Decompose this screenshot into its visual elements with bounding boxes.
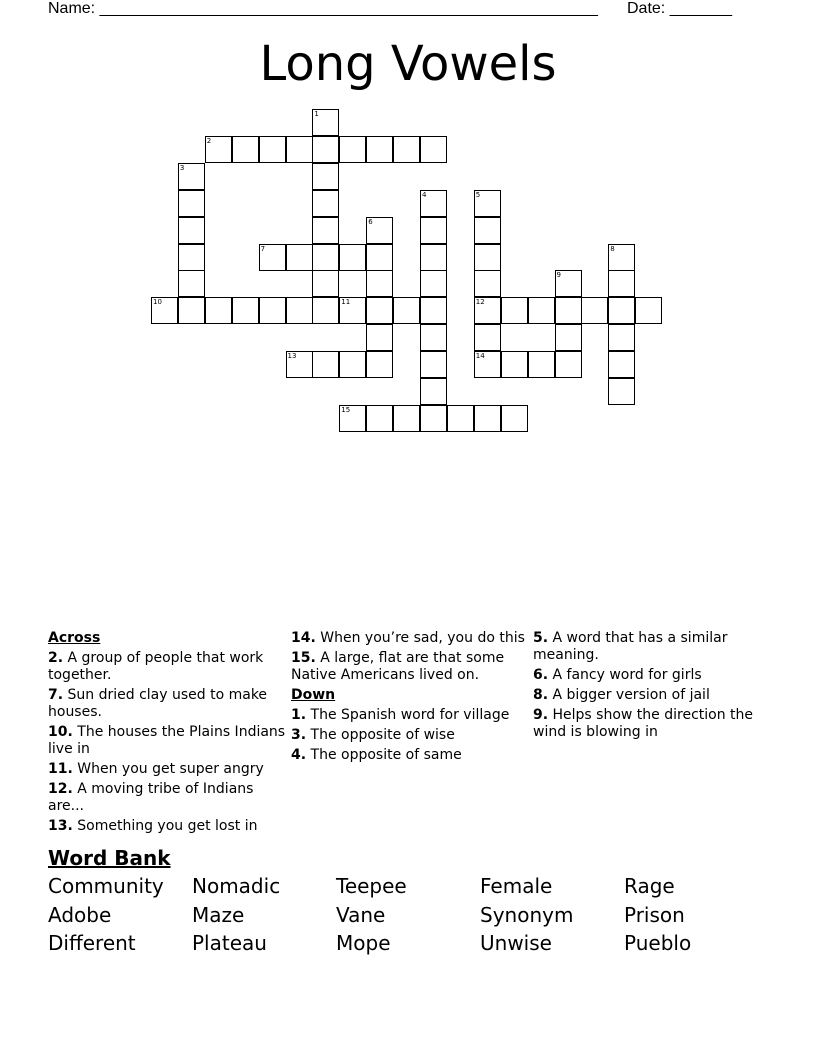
clue-down-9: 9. Helps show the direction the wind is blowing in — [533, 707, 754, 740]
crossword-cell[interactable] — [232, 136, 259, 163]
crossword-cell[interactable] — [501, 297, 528, 324]
word-bank-item: Mope — [336, 931, 391, 955]
clue-down-5: 5. A word that has a similar meaning. — [533, 630, 728, 663]
crossword-cell[interactable] — [420, 324, 447, 351]
word-bank-item: Rage — [624, 874, 675, 898]
word-bank-item: Unwise — [480, 931, 552, 955]
crossword-cell[interactable] — [205, 297, 232, 324]
clue-number: 13 — [287, 352, 297, 361]
clue-number: 8 — [610, 244, 615, 253]
crossword-cell[interactable] — [312, 270, 339, 297]
crossword-cell[interactable] — [420, 244, 447, 271]
clue-across-7: 7. Sun dried clay used to make houses. — [48, 687, 268, 720]
crossword-cell[interactable] — [178, 190, 205, 217]
clue-down-4: 4. The opposite of same — [291, 747, 462, 763]
clue-number: 5 — [475, 190, 481, 199]
clue-number: 15 — [341, 405, 351, 414]
crossword-cell[interactable] — [528, 297, 555, 324]
crossword-grid — [0, 0, 816, 470]
word-bank-item: Different — [48, 931, 136, 955]
crossword-cell[interactable] — [286, 136, 313, 163]
clue-number: 14 — [475, 352, 485, 361]
clue-column-2 — [291, 630, 531, 767]
clue-number: 11 — [341, 298, 351, 307]
crossword-cell[interactable] — [420, 405, 447, 432]
crossword-cell[interactable] — [608, 297, 635, 324]
clue-across-2: 2. A group of people that work together. — [48, 650, 264, 683]
word-bank-item: Prison — [624, 902, 685, 927]
crossword-cell[interactable] — [366, 270, 393, 297]
crossword-cell[interactable] — [286, 297, 313, 324]
crossword-cell[interactable] — [366, 324, 393, 351]
crossword-cell[interactable] — [312, 297, 339, 324]
crossword-cell[interactable] — [501, 405, 528, 432]
crossword-cell[interactable] — [420, 297, 447, 324]
word-bank-item: Plateau — [192, 931, 267, 955]
crossword-cell[interactable] — [420, 136, 447, 163]
crossword-cell[interactable] — [366, 244, 393, 271]
clue-number: 3 — [179, 163, 185, 172]
crossword-cell[interactable] — [420, 378, 447, 405]
word-bank-title: Word Bank — [48, 846, 171, 870]
crossword-cell[interactable] — [393, 297, 420, 324]
crossword-cell[interactable] — [420, 351, 447, 378]
word-bank-item: Vane — [336, 902, 386, 927]
word-bank-item: Pueblo — [624, 931, 692, 955]
word-bank-item: Nomadic — [192, 874, 281, 898]
clue-down-3: 3. The opposite of wise — [291, 727, 455, 743]
word-bank-item: Maze — [192, 902, 245, 927]
crossword-cell[interactable] — [366, 297, 393, 324]
crossword-cell[interactable] — [339, 244, 366, 271]
crossword-cell[interactable] — [581, 297, 608, 324]
clue-down-1: 1. The Spanish word for village — [291, 707, 510, 723]
word-bank-item: Community — [48, 874, 164, 898]
crossword-cell[interactable] — [393, 136, 420, 163]
crossword-cell[interactable] — [178, 244, 205, 271]
clue-number: 12 — [475, 298, 485, 307]
crossword-cell[interactable] — [259, 297, 286, 324]
clue-number: 6 — [368, 217, 373, 226]
crossword-cell[interactable] — [366, 405, 393, 432]
clue-number: 2 — [206, 136, 212, 145]
crossword-cell[interactable] — [474, 217, 501, 244]
word-bank-item: Female — [480, 874, 553, 898]
crossword-cell[interactable] — [339, 351, 366, 378]
name-field-label: Name: ________________________________________________________ — [48, 0, 598, 17]
crossword-cell[interactable] — [312, 217, 339, 244]
word-bank — [48, 874, 768, 960]
clue-column-3 — [533, 630, 773, 744]
crossword-cell[interactable] — [474, 324, 501, 351]
crossword-cell[interactable] — [528, 351, 555, 378]
crossword-cell[interactable] — [420, 217, 447, 244]
crossword-cell[interactable] — [555, 324, 582, 351]
crossword-cell[interactable] — [178, 217, 205, 244]
clue-across-15: 15. A large, flat are that some Native Americans lived on. — [291, 650, 505, 683]
crossword-cell[interactable] — [232, 297, 259, 324]
crossword-cell[interactable] — [286, 244, 313, 271]
crossword-cell[interactable] — [555, 297, 582, 324]
clue-column-1 — [48, 630, 288, 838]
clue-across-14: 14. When you’re sad, you do this — [291, 630, 525, 646]
clue-across-10: 10. The houses the Plains Indians live in — [48, 724, 286, 757]
crossword-cell[interactable] — [420, 270, 447, 297]
down-heading: Down — [291, 687, 336, 703]
across-heading: Across — [48, 630, 101, 646]
crossword-cell[interactable] — [178, 270, 205, 297]
word-bank-item: Teepee — [336, 874, 407, 898]
crossword-cell[interactable] — [312, 244, 339, 271]
clue-number: 7 — [260, 244, 266, 253]
crossword-cell[interactable] — [447, 405, 474, 432]
clue-number: 9 — [556, 271, 561, 280]
clue-across-11: 11. When you get super angry — [48, 761, 264, 777]
crossword-cell[interactable] — [608, 378, 635, 405]
clue-number: 10 — [153, 298, 162, 307]
word-bank-item: Synonym — [480, 902, 574, 927]
clue-down-8: 8. A bigger version of jail — [533, 687, 710, 703]
page-title: Long Vowels — [259, 36, 557, 92]
crossword-cell[interactable] — [312, 136, 339, 163]
crossword-cell[interactable] — [178, 297, 205, 324]
crossword-cell[interactable] — [608, 351, 635, 378]
crossword-cell[interactable] — [635, 297, 662, 324]
crossword-cell[interactable] — [366, 136, 393, 163]
crossword-cell[interactable] — [259, 136, 286, 163]
crossword-cell[interactable] — [608, 270, 635, 297]
crossword-cell[interactable] — [474, 405, 501, 432]
crossword-cell[interactable] — [474, 270, 501, 297]
clue-across-13: 13. Something you get lost in — [48, 818, 258, 834]
crossword-cell[interactable] — [339, 136, 366, 163]
clue-number: 1 — [314, 110, 319, 118]
crossword-cell[interactable] — [393, 405, 420, 432]
crossword-cell[interactable] — [501, 351, 528, 378]
crossword-cell[interactable] — [312, 190, 339, 217]
word-bank-item: Adobe — [48, 902, 112, 927]
clue-number: 4 — [422, 190, 427, 199]
crossword-cell[interactable] — [474, 244, 501, 271]
clue-across-12: 12. A moving tribe of Indians are... — [48, 781, 254, 814]
clue-down-6: 6. A fancy word for girls — [533, 667, 702, 683]
crossword-cell[interactable] — [312, 163, 339, 190]
date-field-label: Date: _______ — [627, 0, 732, 17]
crossword-cell[interactable] — [555, 351, 582, 378]
crossword-cell[interactable] — [608, 324, 635, 351]
crossword-cell[interactable] — [312, 351, 339, 378]
crossword-cell[interactable] — [366, 351, 393, 378]
